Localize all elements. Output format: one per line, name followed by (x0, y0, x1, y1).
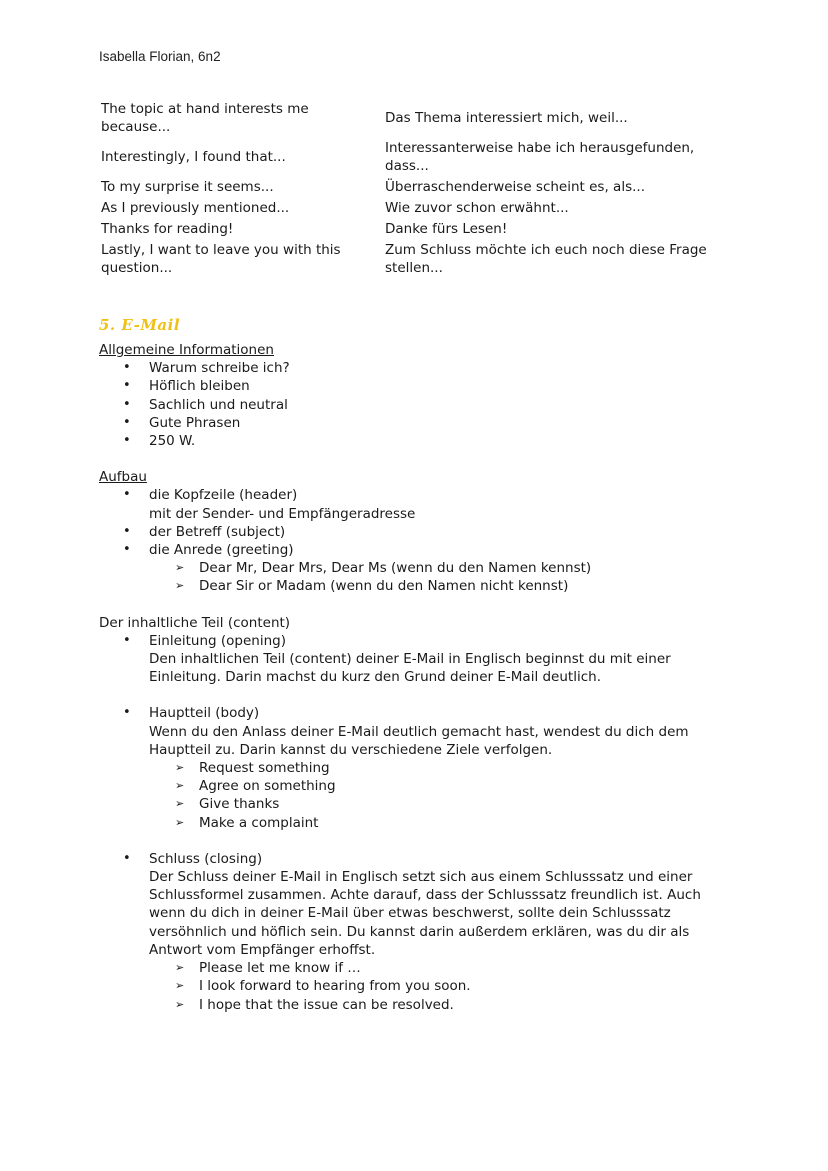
opening-list (99, 632, 739, 687)
phrase-german: Das Thema interessiert mich, weil... (385, 110, 628, 126)
phrase-english: Interestingly, I found that... (101, 149, 286, 165)
table-row (99, 219, 739, 240)
phrase-german: Interessanterweise habe ich herausgefunden, dass... (385, 140, 695, 174)
header-detail: mit der Sender- und Empfängeradresse (149, 505, 416, 522)
table-row (99, 177, 739, 198)
list-item (99, 704, 739, 759)
list-item (99, 486, 739, 522)
email-section-content (99, 341, 739, 1014)
body-list (99, 704, 739, 759)
list-item: ➢ Agree on something (99, 777, 739, 795)
table-row (99, 99, 739, 138)
phrase-table (99, 99, 739, 279)
phrase-english: Lastly, I want to leave you with this question... (101, 242, 341, 276)
table-row (99, 198, 739, 219)
opening-text: Den inhaltlichen Teil (content) deiner E-Mail in Englisch beginnst du mit einer Einleitung. Darin machst du kurz den Grund deiner E-Mail deutlich. (149, 651, 671, 686)
body-label: • Hauptteil (body) (149, 705, 260, 722)
phrase-german: Wie zuvor schon erwähnt... (385, 200, 569, 216)
list-item: ➢ Please let me know if … (99, 959, 739, 977)
general-info-list (99, 359, 739, 450)
general-info-heading: Allgemeine Informationen (99, 342, 274, 358)
body-goals (99, 759, 739, 832)
table-row (99, 138, 739, 177)
list-item: ➢ Dear Mr, Dear Mrs, Dear Ms (wenn du den Namen kennst) (99, 559, 739, 577)
list-item (99, 632, 739, 687)
table-row (99, 240, 739, 279)
list-item: ➢ Dear Sir or Madam (wenn du den Namen nicht kennst) (99, 577, 739, 595)
list-item (99, 541, 739, 559)
closing-phrases (99, 959, 739, 1014)
list-item: • Warum schreibe ich? (99, 359, 739, 377)
closing-text: Der Schluss deiner E-Mail in Englisch setzt sich aus einem Schlusssatz und einer Schlussformel zusammen. Achte darauf, dass der Schlusssatz freundlich ist. Auch wenn du dich in deiner E-Mail über etwas beschwerst, sollte dein Schlusssatz versöhnlich und höflich sein. Du kannst darin außerdem erklären, was du dir als Antwort vom Empfänger erhoffst. (149, 869, 701, 958)
author-header: Isabella Florian, 6n2 (99, 49, 221, 64)
list-item: • 250 W. (99, 432, 739, 450)
structure-list (99, 486, 739, 559)
section-title: 5. E-Mail (99, 316, 181, 334)
closing-label: • Schluss (closing) (149, 850, 263, 867)
list-item: ➢ I look forward to hearing from you soon. (99, 977, 739, 995)
list-item: ➢ I hope that the issue can be resolved. (99, 996, 739, 1014)
list-item (99, 850, 739, 959)
list-item: • der Betreff (subject) (99, 523, 739, 541)
list-item: ➢ Make a complaint (99, 814, 739, 832)
phrase-english: As I previously mentioned... (101, 200, 290, 216)
phrase-english: To my surprise it seems... (101, 179, 274, 195)
phrase-english: Thanks for reading! (101, 221, 234, 237)
phrase-german: Zum Schluss möchte ich euch noch diese Frage stellen... (385, 242, 707, 276)
header-item: • die Kopfzeile (header) (149, 487, 298, 504)
content-heading: Der inhaltliche Teil (content) (99, 614, 291, 631)
list-item: • Gute Phrasen (99, 414, 739, 432)
phrase-german: Überraschenderweise scheint es, als... (385, 179, 645, 195)
phrase-english: The topic at hand interests me because... (101, 101, 309, 135)
list-item: ➢ Give thanks (99, 795, 739, 813)
body-text: Wenn du den Anlass deiner E-Mail deutlich gemacht hast, wendest du dich dem Hauptteil zu. Darin kannst du verschiedene Ziele verfolgen. (149, 723, 689, 758)
opening-label: • Einleitung (opening) (149, 632, 287, 649)
closing-list (99, 850, 739, 959)
greeting-options (99, 559, 739, 595)
list-item: • Höflich bleiben (99, 377, 739, 395)
greeting-item: • die Anrede (greeting) (149, 542, 294, 559)
structure-heading: Aufbau (99, 469, 147, 486)
list-item: • Sachlich und neutral (99, 396, 739, 414)
list-item: ➢ Request something (99, 759, 739, 777)
phrase-german: Danke fürs Lesen! (385, 221, 508, 237)
